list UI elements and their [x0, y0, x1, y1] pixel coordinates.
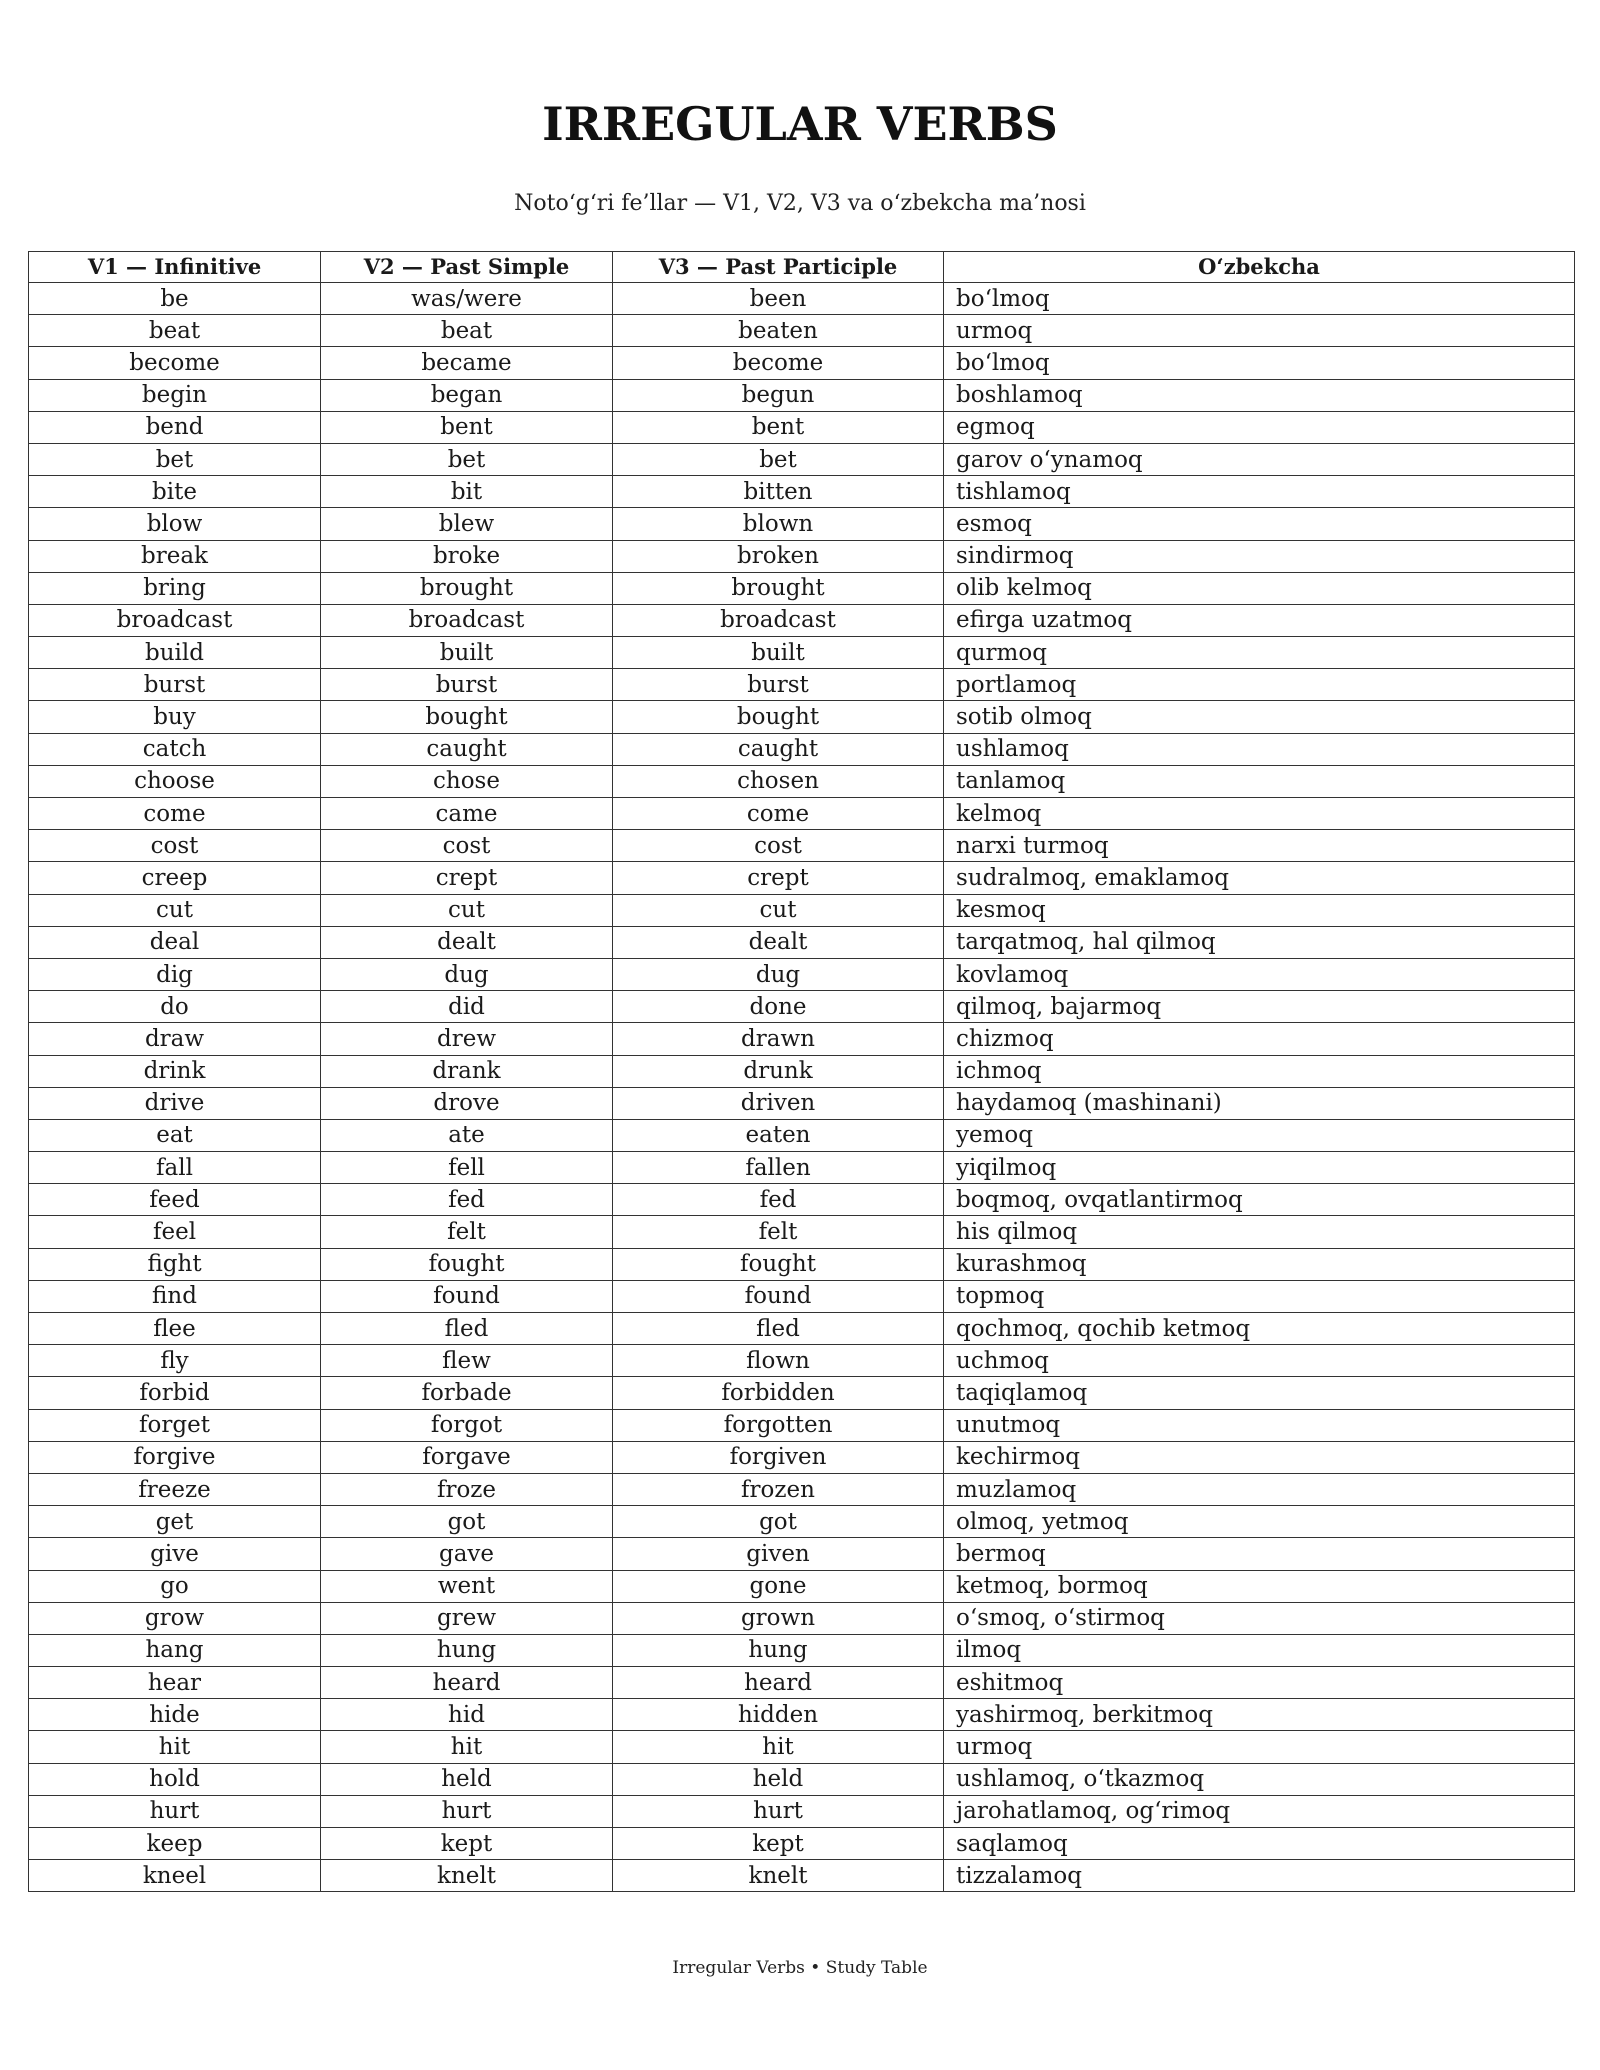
table-row — [29, 1602, 1575, 1634]
cell-v2: beat — [321, 315, 613, 347]
table-row — [29, 1377, 1575, 1409]
page-title: IRREGULAR VERBS — [542, 97, 1058, 151]
cell-v1: forbid — [29, 1377, 321, 1409]
table-row — [29, 669, 1575, 701]
table-row — [29, 1731, 1575, 1763]
cell-v2: grew — [321, 1602, 613, 1634]
cell-v3: drawn — [613, 1023, 944, 1055]
cell-v2: was/were — [321, 283, 613, 315]
cell-v2: dug — [321, 958, 613, 990]
cell-v3: blown — [613, 508, 944, 540]
cell-v3: drunk — [613, 1055, 944, 1087]
cell-uzbek: sindirmoq — [944, 540, 1575, 572]
cell-v3: fled — [613, 1313, 944, 1345]
cell-v2: went — [321, 1570, 613, 1602]
table-row — [29, 443, 1575, 475]
table-row — [29, 476, 1575, 508]
cell-v1: cut — [29, 894, 321, 926]
cell-v3: beaten — [613, 315, 944, 347]
cell-v2: brought — [321, 572, 613, 604]
cell-v1: fly — [29, 1345, 321, 1377]
table-row — [29, 1699, 1575, 1731]
table-row — [29, 1248, 1575, 1280]
cell-uzbek: ushlamoq — [944, 733, 1575, 765]
cell-v2: bit — [321, 476, 613, 508]
cell-uzbek: bermoq — [944, 1538, 1575, 1570]
cell-v3: come — [613, 798, 944, 830]
cell-v1: build — [29, 637, 321, 669]
cell-v3: broken — [613, 540, 944, 572]
cell-v1: buy — [29, 701, 321, 733]
cell-uzbek: kesmoq — [944, 894, 1575, 926]
cell-uzbek: yemoq — [944, 1119, 1575, 1151]
cell-v1: eat — [29, 1119, 321, 1151]
cell-v2: crept — [321, 862, 613, 894]
cell-v3: begun — [613, 379, 944, 411]
cell-uzbek: urmoq — [944, 315, 1575, 347]
cell-uzbek: kovlamoq — [944, 958, 1575, 990]
cell-v3: caught — [613, 733, 944, 765]
cell-v2: flew — [321, 1345, 613, 1377]
cell-uzbek: kurashmoq — [944, 1248, 1575, 1280]
table-row — [29, 1409, 1575, 1441]
cell-v3: flown — [613, 1345, 944, 1377]
cell-uzbek: ketmoq, bormoq — [944, 1570, 1575, 1602]
cell-v1: hang — [29, 1634, 321, 1666]
cell-uzbek: egmoq — [944, 411, 1575, 443]
cell-v1: drive — [29, 1087, 321, 1119]
header-row — [29, 252, 1575, 283]
cell-v2: dealt — [321, 926, 613, 958]
table-row — [29, 1538, 1575, 1570]
cell-v1: bet — [29, 443, 321, 475]
cell-v1: blow — [29, 508, 321, 540]
cell-uzbek: garov o‘ynamoq — [944, 443, 1575, 475]
page-subtitle: Noto‘g‘ri fe’llar — V1, V2, V3 va o‘zbekcha ma’nosi — [514, 191, 1086, 216]
cell-v3: dug — [613, 958, 944, 990]
cell-v2: drank — [321, 1055, 613, 1087]
cell-v3: held — [613, 1763, 944, 1795]
table-row — [29, 991, 1575, 1023]
table-row — [29, 1313, 1575, 1345]
cell-v2: built — [321, 637, 613, 669]
cell-uzbek: sotib olmoq — [944, 701, 1575, 733]
cell-v1: become — [29, 347, 321, 379]
cell-v3: fed — [613, 1184, 944, 1216]
column-header-uzbek: O‘zbekcha — [944, 252, 1575, 283]
cell-v1: forgive — [29, 1441, 321, 1473]
cell-v2: hit — [321, 1731, 613, 1763]
cell-v1: break — [29, 540, 321, 572]
cell-v2: fought — [321, 1248, 613, 1280]
cell-v3: heard — [613, 1667, 944, 1699]
table-row — [29, 572, 1575, 604]
cell-uzbek: taqiqlamoq — [944, 1377, 1575, 1409]
table-row — [29, 798, 1575, 830]
cell-v2: hung — [321, 1634, 613, 1666]
cell-v3: done — [613, 991, 944, 1023]
cell-v3: knelt — [613, 1860, 944, 1892]
cell-v1: do — [29, 991, 321, 1023]
cell-v2: hurt — [321, 1795, 613, 1827]
cell-v1: bite — [29, 476, 321, 508]
cell-uzbek: muzlamoq — [944, 1473, 1575, 1505]
cell-v1: fall — [29, 1152, 321, 1184]
cell-v1: be — [29, 283, 321, 315]
cell-v3: forgotten — [613, 1409, 944, 1441]
cell-v3: kept — [613, 1828, 944, 1860]
cell-v1: beat — [29, 315, 321, 347]
cell-v2: drove — [321, 1087, 613, 1119]
cell-v1: broadcast — [29, 604, 321, 636]
cell-v3: felt — [613, 1216, 944, 1248]
cell-v2: heard — [321, 1667, 613, 1699]
cell-v1: keep — [29, 1828, 321, 1860]
cell-uzbek: ichmoq — [944, 1055, 1575, 1087]
cell-v1: feed — [29, 1184, 321, 1216]
table-row — [29, 379, 1575, 411]
table-row — [29, 830, 1575, 862]
column-header-v2: V2 — Past Simple — [321, 252, 613, 283]
table-row — [29, 283, 1575, 315]
cell-v2: broadcast — [321, 604, 613, 636]
cell-v2: found — [321, 1280, 613, 1312]
cell-v1: feel — [29, 1216, 321, 1248]
cell-v1: bend — [29, 411, 321, 443]
table-body — [29, 283, 1575, 1892]
cell-v2: forgot — [321, 1409, 613, 1441]
table-row — [29, 1795, 1575, 1827]
cell-v3: broadcast — [613, 604, 944, 636]
cell-v2: broke — [321, 540, 613, 572]
cell-uzbek: sudralmoq, emaklamoq — [944, 862, 1575, 894]
cell-v1: bring — [29, 572, 321, 604]
cell-v3: found — [613, 1280, 944, 1312]
cell-v2: came — [321, 798, 613, 830]
cell-uzbek: kelmoq — [944, 798, 1575, 830]
cell-uzbek: portlamoq — [944, 669, 1575, 701]
cell-v1: dig — [29, 958, 321, 990]
cell-v2: bet — [321, 443, 613, 475]
table-row — [29, 604, 1575, 636]
irregular-verbs-table — [28, 251, 1575, 1892]
table-row — [29, 540, 1575, 572]
table-row — [29, 733, 1575, 765]
cell-v1: flee — [29, 1313, 321, 1345]
table-row — [29, 1473, 1575, 1505]
cell-v2: fled — [321, 1313, 613, 1345]
table-row — [29, 1763, 1575, 1795]
cell-uzbek: uchmoq — [944, 1345, 1575, 1377]
cell-uzbek: yiqilmoq — [944, 1152, 1575, 1184]
cell-v3: fallen — [613, 1152, 944, 1184]
cell-v2: did — [321, 991, 613, 1023]
cell-v2: cost — [321, 830, 613, 862]
page-footer: Irregular Verbs • Study Table — [672, 1958, 928, 1978]
cell-v2: caught — [321, 733, 613, 765]
cell-v2: drew — [321, 1023, 613, 1055]
cell-v1: find — [29, 1280, 321, 1312]
cell-v1: grow — [29, 1602, 321, 1634]
table-row — [29, 1216, 1575, 1248]
cell-v2: began — [321, 379, 613, 411]
cell-v1: freeze — [29, 1473, 321, 1505]
cell-v3: been — [613, 283, 944, 315]
cell-uzbek: chizmoq — [944, 1023, 1575, 1055]
cell-v3: become — [613, 347, 944, 379]
cell-uzbek: eshitmoq — [944, 1667, 1575, 1699]
cell-uzbek: ushlamoq, o‘tkazmoq — [944, 1763, 1575, 1795]
cell-v1: forget — [29, 1409, 321, 1441]
table-header — [29, 252, 1575, 283]
table-row — [29, 411, 1575, 443]
cell-uzbek: olib kelmoq — [944, 572, 1575, 604]
cell-v1: come — [29, 798, 321, 830]
cell-uzbek: boqmoq, ovqatlantirmoq — [944, 1184, 1575, 1216]
table-row — [29, 315, 1575, 347]
cell-v2: forbade — [321, 1377, 613, 1409]
cell-v3: bet — [613, 443, 944, 475]
cell-uzbek: kechirmoq — [944, 1441, 1575, 1473]
cell-uzbek: olmoq, yetmoq — [944, 1506, 1575, 1538]
cell-v2: fell — [321, 1152, 613, 1184]
cell-uzbek: esmoq — [944, 508, 1575, 540]
table-row — [29, 508, 1575, 540]
column-header-v3: V3 — Past Participle — [613, 252, 944, 283]
cell-v1: hold — [29, 1763, 321, 1795]
cell-v2: chose — [321, 765, 613, 797]
table-row — [29, 1184, 1575, 1216]
cell-uzbek: boshlamoq — [944, 379, 1575, 411]
cell-v3: forbidden — [613, 1377, 944, 1409]
cell-v3: grown — [613, 1602, 944, 1634]
table-row — [29, 347, 1575, 379]
cell-v3: hung — [613, 1634, 944, 1666]
cell-v1: deal — [29, 926, 321, 958]
cell-v1: drink — [29, 1055, 321, 1087]
cell-v2: bought — [321, 701, 613, 733]
cell-v3: crept — [613, 862, 944, 894]
cell-v1: cost — [29, 830, 321, 862]
cell-v3: gone — [613, 1570, 944, 1602]
cell-v2: ate — [321, 1119, 613, 1151]
cell-v2: blew — [321, 508, 613, 540]
cell-uzbek: qilmoq, bajarmoq — [944, 991, 1575, 1023]
cell-uzbek: haydamoq (mashinani) — [944, 1087, 1575, 1119]
cell-v2: became — [321, 347, 613, 379]
cell-v3: dealt — [613, 926, 944, 958]
column-header-v1: V1 — Infinitive — [29, 252, 321, 283]
table-row — [29, 1506, 1575, 1538]
cell-uzbek: bo‘lmoq — [944, 347, 1575, 379]
cell-uzbek: narxi turmoq — [944, 830, 1575, 862]
table-row — [29, 862, 1575, 894]
cell-uzbek: jarohatlamoq, og‘rimoq — [944, 1795, 1575, 1827]
cell-v2: felt — [321, 1216, 613, 1248]
table-row — [29, 1023, 1575, 1055]
cell-uzbek: yashirmoq, berkitmoq — [944, 1699, 1575, 1731]
cell-v3: built — [613, 637, 944, 669]
cell-v1: choose — [29, 765, 321, 797]
table-row — [29, 926, 1575, 958]
cell-v2: cut — [321, 894, 613, 926]
cell-v3: bitten — [613, 476, 944, 508]
cell-v1: hear — [29, 1667, 321, 1699]
cell-v2: froze — [321, 1473, 613, 1505]
cell-v2: fed — [321, 1184, 613, 1216]
cell-uzbek: ilmoq — [944, 1634, 1575, 1666]
cell-v2: burst — [321, 669, 613, 701]
cell-v3: chosen — [613, 765, 944, 797]
cell-uzbek: unutmoq — [944, 1409, 1575, 1441]
cell-v1: burst — [29, 669, 321, 701]
cell-v3: hit — [613, 1731, 944, 1763]
cell-uzbek: tizzalamoq — [944, 1860, 1575, 1892]
cell-v1: hurt — [29, 1795, 321, 1827]
cell-v3: driven — [613, 1087, 944, 1119]
table-row — [29, 1570, 1575, 1602]
cell-v1: go — [29, 1570, 321, 1602]
cell-uzbek: topmoq — [944, 1280, 1575, 1312]
cell-uzbek: bo‘lmoq — [944, 283, 1575, 315]
cell-v3: frozen — [613, 1473, 944, 1505]
cell-v3: forgiven — [613, 1441, 944, 1473]
table-row — [29, 1345, 1575, 1377]
cell-v2: bent — [321, 411, 613, 443]
cell-v3: hurt — [613, 1795, 944, 1827]
cell-v3: bent — [613, 411, 944, 443]
cell-v3: hidden — [613, 1699, 944, 1731]
table-row — [29, 765, 1575, 797]
cell-v2: forgave — [321, 1441, 613, 1473]
cell-uzbek: tanlamoq — [944, 765, 1575, 797]
cell-v3: cut — [613, 894, 944, 926]
cell-uzbek: o‘smoq, o‘stirmoq — [944, 1602, 1575, 1634]
cell-v3: given — [613, 1538, 944, 1570]
table-row — [29, 1441, 1575, 1473]
table-row — [29, 1828, 1575, 1860]
cell-v2: kept — [321, 1828, 613, 1860]
cell-v3: bought — [613, 701, 944, 733]
table-row — [29, 1634, 1575, 1666]
cell-v3: cost — [613, 830, 944, 862]
cell-v1: hit — [29, 1731, 321, 1763]
table-row — [29, 1087, 1575, 1119]
cell-uzbek: his qilmoq — [944, 1216, 1575, 1248]
cell-v1: draw — [29, 1023, 321, 1055]
cell-v1: give — [29, 1538, 321, 1570]
cell-uzbek: qurmoq — [944, 637, 1575, 669]
table-row — [29, 1152, 1575, 1184]
table-row — [29, 894, 1575, 926]
table-row — [29, 701, 1575, 733]
cell-v3: fought — [613, 1248, 944, 1280]
table-row — [29, 637, 1575, 669]
table-row — [29, 1860, 1575, 1892]
cell-v2: knelt — [321, 1860, 613, 1892]
table-row — [29, 1119, 1575, 1151]
cell-v1: kneel — [29, 1860, 321, 1892]
table-row — [29, 958, 1575, 990]
cell-v1: catch — [29, 733, 321, 765]
table-row — [29, 1055, 1575, 1087]
cell-uzbek: urmoq — [944, 1731, 1575, 1763]
cell-uzbek: tishlamoq — [944, 476, 1575, 508]
cell-v2: got — [321, 1506, 613, 1538]
cell-v2: hid — [321, 1699, 613, 1731]
cell-v1: creep — [29, 862, 321, 894]
cell-uzbek: tarqatmoq, hal qilmoq — [944, 926, 1575, 958]
cell-v2: gave — [321, 1538, 613, 1570]
table-row — [29, 1280, 1575, 1312]
cell-uzbek: saqlamoq — [944, 1828, 1575, 1860]
cell-v1: fight — [29, 1248, 321, 1280]
cell-v3: got — [613, 1506, 944, 1538]
cell-v3: brought — [613, 572, 944, 604]
cell-v1: hide — [29, 1699, 321, 1731]
cell-v2: held — [321, 1763, 613, 1795]
cell-v3: eaten — [613, 1119, 944, 1151]
cell-v3: burst — [613, 669, 944, 701]
cell-uzbek: qochmoq, qochib ketmoq — [944, 1313, 1575, 1345]
cell-v1: begin — [29, 379, 321, 411]
table-row — [29, 1667, 1575, 1699]
cell-uzbek: efirga uzatmoq — [944, 604, 1575, 636]
cell-v1: get — [29, 1506, 321, 1538]
